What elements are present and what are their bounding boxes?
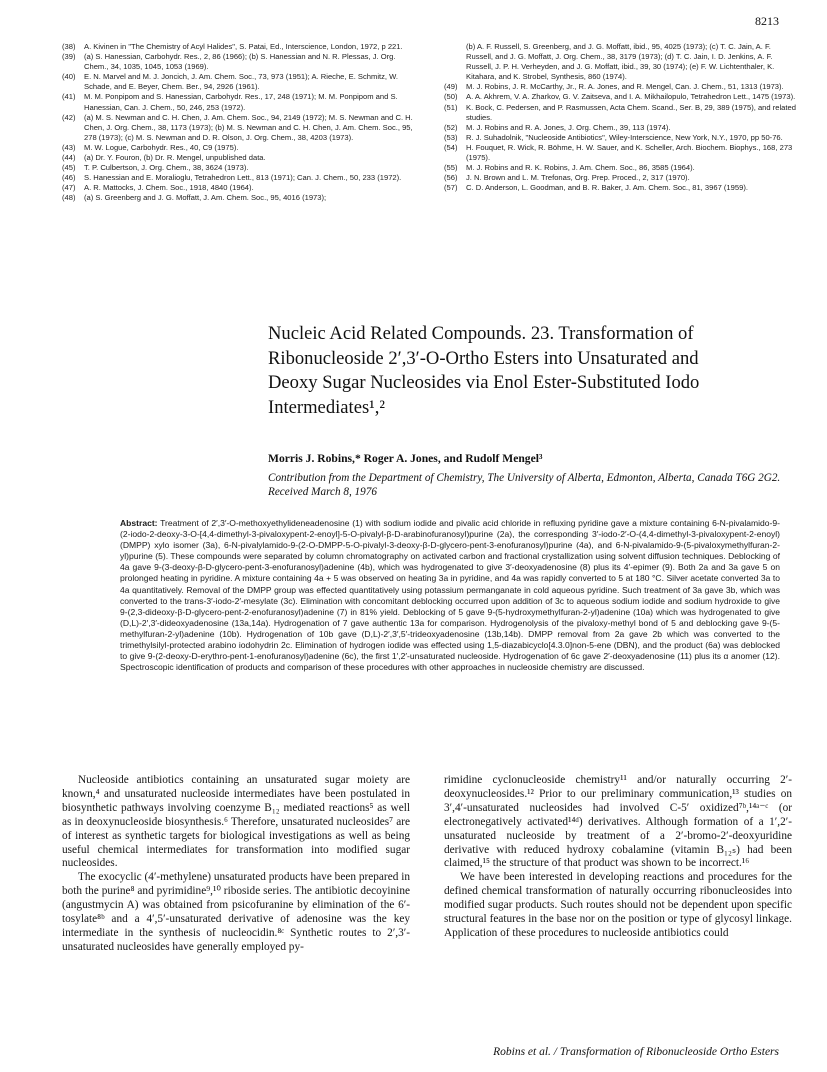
reference-item: (51) K. Bock, C. Pedersen, and P. Rasmussen, Acta Chem. Scand., Ser. B, 29, 389 (1975), and related studies. [444, 102, 796, 122]
body-paragraph: Nucleoside antibiotics containing an unsaturated sugar moiety are known,⁴ and unsaturated nucleoside intermediates have been postulated in biosynthetic pathways involving coenzyme B₁₂ mediated reactions⁵ as well as in deoxynucleoside biosynthesis.⁶ Therefore, unsaturated nucleosides⁷ are of interest as synthetic targets for biological investigations as well as being useful chemical intermediates for transformation into modified sugar nucleosides. [62, 774, 410, 870]
author-list: Morris J. Robins,* Roger A. Jones, and Rudolf Mengel³ [268, 452, 543, 465]
reference-item: (42) (a) M. S. Newman and C. H. Chen, J. Am. Chem. Soc., 94, 2149 (1972); M. S. Newman and C. H. Chen, J. Org. Chem., 38, 1173 (1973); (b) M. S. Newman and C. H. Chen, J. Am. Chem. Soc., 95, 278 (1973); (c) M. S. Newman and D. R. Olson, J. Org. Chem., 38, 4203 (1973). [62, 112, 413, 142]
body-paragraph: We have been interested in developing reactions and procedures for the defined chemical transformation of naturally occurring ribonucleosides into modified sugar products. Such routes should not be dependent upon specific structural features in the base nor on the position or type of glycosyl linkage. Application of these procedures to nucleoside antibiotics could [444, 871, 792, 939]
reference-item: (56) J. N. Brown and L. M. Trefonas, Org. Prep. Proced., 2, 317 (1970). [444, 173, 690, 183]
title-line: Ribonucleoside 2′,3′-O-Ortho Esters into Unsaturated and [268, 347, 699, 369]
title-line: Deoxy Sugar Nucleosides via Enol Ester-Substituted Iodo [268, 372, 700, 393]
reference-item: (41) M. M. Ponpipom and S. Hanessian, Carbohydr. Res., 17, 248 (1971); M. M. Ponpipom and S. Hanessian, Can. J. Chem., 50, 246, 253 (1972). [62, 92, 398, 112]
page-number: 8213 [755, 14, 779, 28]
affiliation: Contribution from the Department of Chemistry, The University of Alberta, Edmonton, Alberta, Canada T6G 2G2. Received March 8, 1976 [268, 472, 781, 498]
reference-item: (50) A. A. Akhrem, V. A. Zharkov, G. V. Zaitseva, and I. A. Mikhailopulo, Tetrahedron Lett., 1475 (1973). [444, 92, 796, 102]
reference-item: (45) T. P. Culbertson, J. Org. Chem., 38, 3624 (1973). [62, 163, 249, 173]
reference-item: (38) A. Kivinen in "The Chemistry of Acyl Halides", S. Patai, Ed., Interscience, London, 1972, p 221. [62, 42, 403, 51]
title-line: Nucleic Acid Related Compounds. 23. Transformation of [268, 323, 694, 344]
body-left-column [62, 774, 410, 955]
body-paragraph: rimidine cyclonucleoside chemistry¹¹ and/or naturally occurring 2′-deoxynucleosides.¹² Prior to our preliminary communication,¹³ studies on 3′,4′-unsaturated nucleosides had involved C-5′ oxidized⁷ᵇ,¹⁴ᵃ⁻ᶜ (or electronegatively activated¹⁴ᵈ) derivatives. Although formation of a 1′,2′-unsaturated nucleoside by treatment of a 2′-bromo-2′-deoxyuridine derivative with reduced hydroxy cobalamine (vitamin B₁₂ₛ) had been claimed,¹⁵ the structure of that product was shown to be incorrect.¹⁶ [444, 774, 792, 870]
running-footer: Robins et al. / Transformation of Ribonucleoside Ortho Esters [493, 1046, 779, 1058]
reference-item: (46) S. Hanessian and E. Moralioglu, Tetrahedron Lett., 813 (1971); Can. J. Chem., 50, 233 (1972). [62, 173, 402, 183]
references-left-column [62, 42, 414, 204]
abstract-label: Abstract: [120, 518, 158, 528]
abstract-text: Treatment of 2′,3′-O-methoxyethylideneadenosine (1) with sodium iodide and pivalic acid chloride in refluxing pyridine gave a mixture containing 6-N-pivalamido-9-(2-iodo-2-deoxy-3-O-[4,4-dimethyl-3-pivaloxypent-2-enoyl]-5-O-pivalyl-β-D-arabinofuranosyl)purine (2a), the corresponding 3′-iodo-2′-O-(4,4-dimethyl-3-pivaloxypent-2-enoyl) (DMPP) xylo isomer (3a), 6-N-pivalylamido-9-(2-O-DMPP-5-O-pivalyl-3-deoxy-β-D-glycero-pent-3-enofuranosyl)purine (4a), and 6-N-pivalamido-9-(5-pivaloxymethylfuran-2-yl)purine (5). These compounds were separated by column chromatography on activated carbon and fractional crystallization using solvent diffusion techniques. Deblocking of 4a gave 9-(3-deoxy-β-D-glycero-pent-3-enofuranosyl)adenine (4b), which was hydrogenated to give 3′-deoxyadenosine (8) plus its 4′-epimer (9). Both 2a and 3a gave 5 on prolonged heating in pyridine. A mixture containing 4a + 5 was observed on heating 3a in pyridine, and 4a was rapidly converted to 5 at 180 °C. Silver acetate converted 3a to 4a quantitatively. Removal of the DMPP group was effected quantitatively using potassium permanganate in cold aqueous pyridine. Such treatment of 3a gave 3b, which was converted to the trans-3′-iodo-2′-mesylate (3c). Elimination with concomitant deblocking occurred upon addition of 3c to aqueous sodium iodide and sodium hydroxide to give 9-(2,3-dideoxy-β-D-glycero-pent-2-enofuranosyl)adenine (7) in 81% yield. Deblocking of 5 gave 9-(5-hydroxymethylfuran-2-yl)adenine (10a) which was hydrogenated to give (D,L)-2′,3′-dideoxyadenosine (13a,14a). Hydrogenation of 7 gave authentic 13a for comparison. Hydrogenolysis of the pivaloxy-methyl bond of 5 and deblocking gave 9-(5-methylfuran-2-yl)adenine (10b). Hydrogenation of 10b gave (D,L)-2′,3′,5′-trideoxyadenosine (13b,14b). DMPP removal from 2a gave 2b which was converted to the trimethylsilyl-protected arabino iodohydrin 2c. Elimination of hydrogen iodide was effected using 1,5-diazabicyclo[4.3.0]non-5-ene (DBN), and the product (6a) was deblocked to give 9-(2-deoxy-D-erythro-pent-1-enofuranosyl)adenine (6c), the first 1′,2′-unsaturated nucleoside. Hydrogenation of 6c gave 2′-deoxyadenosine (11) plus its α anomer (12). Spectroscopic identification of products and comparison of these procedures with other approaches in nucleoside chemistry are discussed. [120, 518, 780, 673]
reference-item: (53) R. J. Suhadolnik, "Nucleoside Antibiotics", Wiley-Interscience, New York, N.Y., 1970, pp 50-76. [444, 132, 783, 142]
references-right-column [444, 42, 796, 193]
reference-item: (52) M. J. Robins and R. A. Jones, J. Org. Chem., 39, 113 (1974). [444, 122, 671, 132]
reference-item: (54) H. Fouquet, R. Wick, R. Böhme, H. W. Sauer, and K. Scheller, Arch. Biochem. Biophys., 168, 273 (1975). [444, 142, 793, 163]
body-right-column [444, 774, 792, 941]
reference-item: (43) M. W. Logue, Carbohydr. Res., 40, C9 (1975). [62, 142, 239, 152]
reference-item: (b) A. F. Russell, S. Greenberg, and J. G. Moffatt, ibid., 95, 4025 (1973); (c) T. C. Jain, A. F. Russell, and J. G. Moffatt, J. Org. Chem., 38, 3179 (1973); (d) T. C. Jain, I. D. Jenkins, A. F. Russell, J. P. H. Verheyden, and J. G. Moffatt, ibid., 39, 30 (1974); (e) F. W. Lichtenthaler, K. Kitahara, and K. Strobel, Synthesis, 860 (1974). [466, 42, 775, 82]
reference-item: (44) (a) Dr. Y. Fouron, (b) Dr. R. Mengel, unpublished data. [62, 153, 266, 163]
reference-item: (40) E. N. Marvel and M. J. Joncich, J. Am. Chem. Soc., 73, 973 (1951); A. Rieche, E. Schmitz, W. Schade, and E. Beyer, Chem. Ber., 94, 2926 (1961). [62, 72, 398, 92]
reference-item: (39) (a) S. Hanessian, Carbohydr. Res., 2, 86 (1966); (b) S. Hanessian and N. R. Plessas, J. Org. Chem., 34, 1035, 1045, 1053 (1969). [62, 52, 396, 72]
reference-item: (55) M. J. Robins and R. K. Robins, J. Am. Chem. Soc., 86, 3585 (1964). [444, 163, 695, 173]
article-title [268, 322, 788, 420]
reference-item: (57) C. D. Anderson, L. Goodman, and B. R. Baker, J. Am. Chem. Soc., 81, 3967 (1959). [444, 183, 748, 193]
abstract [120, 518, 780, 673]
reference-item: (48) (a) S. Greenberg and J. G. Moffatt, J. Am. Chem. Soc., 95, 4016 (1973); [62, 193, 327, 203]
reference-item: (47) A. R. Mattocks, J. Chem. Soc., 1918, 4840 (1964). [62, 183, 254, 193]
body-paragraph: The exocyclic (4′-methylene) unsaturated products have been prepared in both the purine⁸ and pyrimidine⁹,¹⁰ riboside series. The antibiotic decoyinine (angustmycin A) was obtained from psicofuranine by elimination of the 6′-tosylate⁸ᵇ and a 4′,5′-unsaturated derivative of adenosine was the key intermediate in the synthesis of nucleocidin.⁸ᶜ Synthetic routes to 2′,3′-unsaturated nucleosides have generally employed py- [62, 871, 410, 953]
title-line: Intermediates¹,² [268, 396, 385, 418]
reference-item: (49) M. J. Robins, J. R. McCarthy, Jr., R. A. Jones, and R. Mengel, Can. J. Chem., 51, 1313 (1973). [444, 82, 784, 92]
